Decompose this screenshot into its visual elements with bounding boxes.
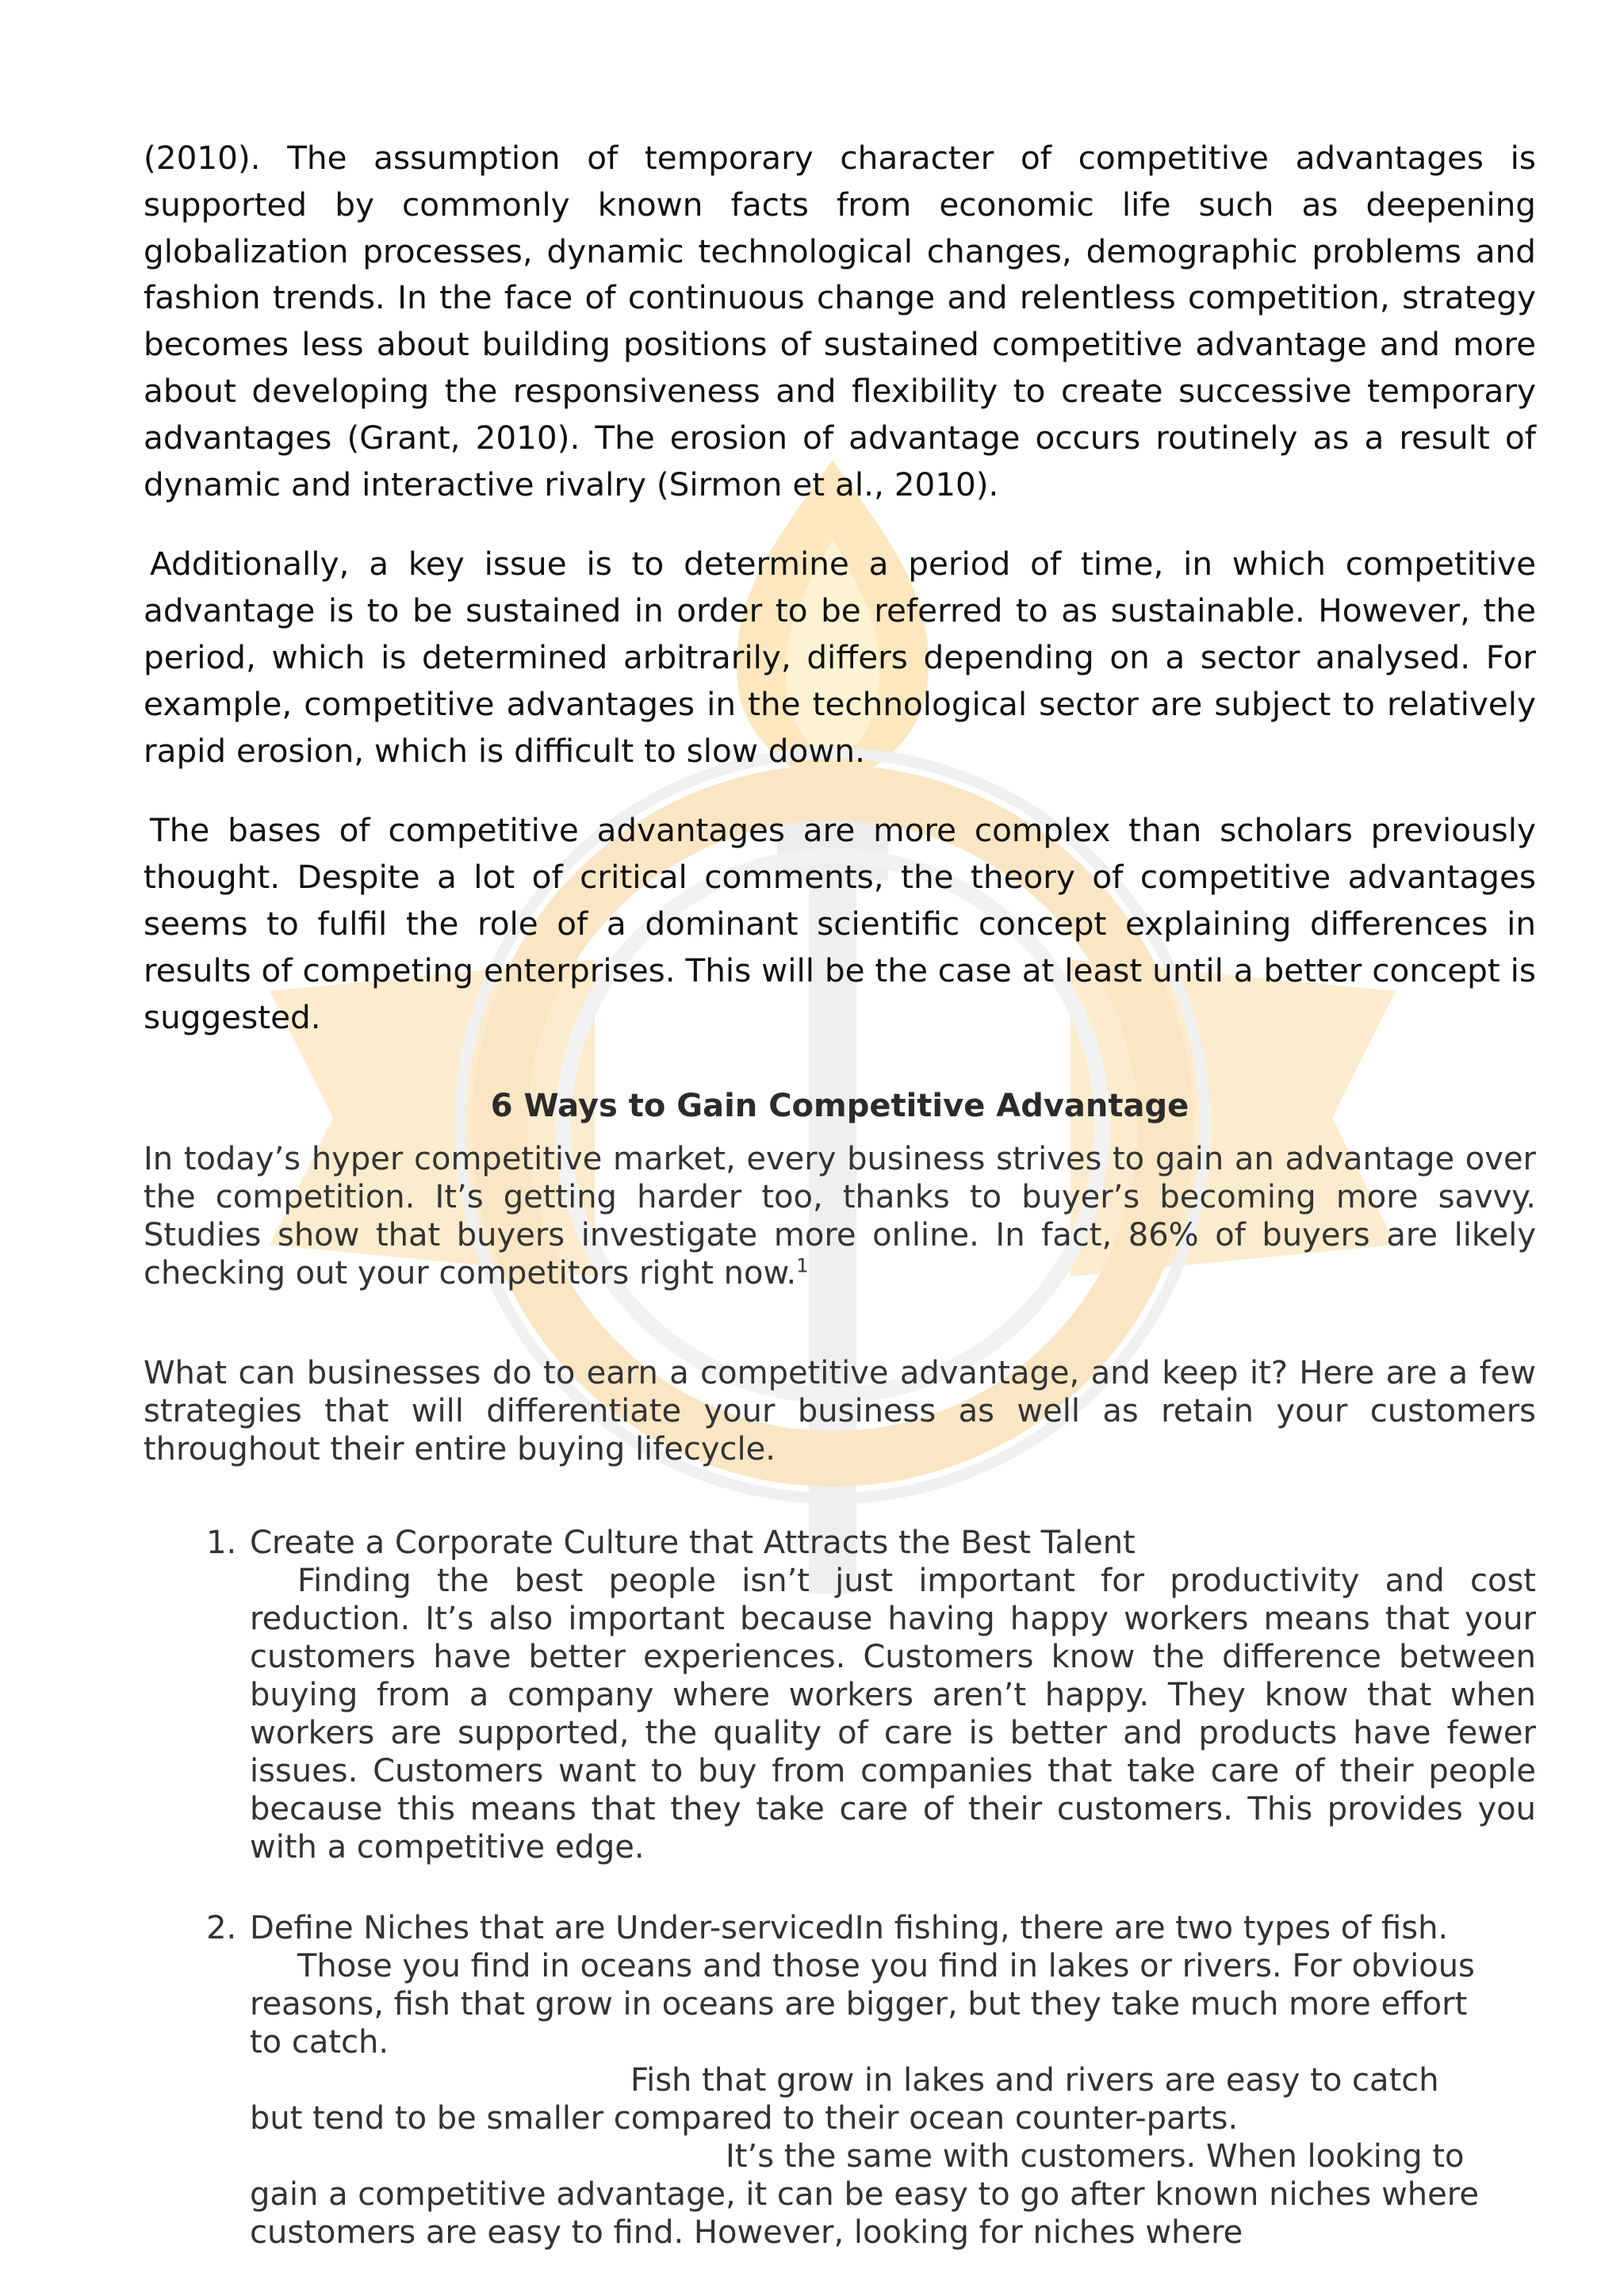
section-intro-text: In today’s hyper competitive market, every business strives to gain an advantage over the competition. It’s getting harder too, thanks to buyer’s becoming more savvy. Studies show that buyers investigate more online. In fact, 86% of buyers are likely checking out your competitors right now.	[144, 1141, 1536, 1292]
paragraph-erosion: (2010). The assumption of temporary character of competitive advantages is supported by commonly known facts from economic life such as deepening globalization processes, dynamic technological changes, demographic problems and fashion trends. In the face of continuous change and relentless competition, strategy becomes less about building positions of sustained competitive advantage and more about developing the responsiveness and flexibility to create successive temporary advantages (Grant, 2010). The erosion of advantage occurs routinely as a result of dynamic and interactive rivalry (Sirmon et al., 2010).	[144, 139, 1536, 503]
section-question: What can businesses do to earn a competitive advantage, and keep it? Here are a few strategies that will differentiate your business as well as retain your customers throughout their entire buying lifecycle.	[144, 1355, 1536, 1468]
list-item-title: 2. Define Niches that are Under-servicedIn fishing, there are two types of fish.	[250, 1910, 1449, 1947]
paragraph-sustainability-period: Additionally, a key issue is to determine a period of time, in which competitive advantage is to be sustained in order to be referred to as sustainable. However, the period, which is determined arbitrarily, differs depending on a sector analysed. For example, competitive advantages in the technological sector are subject to relatively rapid erosion, which is difficult to slow down.	[144, 545, 1536, 770]
strategy-list	[144, 1524, 1536, 2252]
paragraph-bases: The bases of competitive advantages are more complex than scholars previously thought. Despite a lot of critical comments, the theory of competitive advantages seems to fulfil the role of a dominant scientific concept explaining differences in results of competing enterprises. This will be the case at least until a better concept is suggested.	[144, 811, 1536, 1036]
list-item-body-part-a: Those you find in oceans and those you find in lakes or rivers. For obvious reasons, fish that grow in oceans are bigger, but they take much more effort to catch.	[250, 1948, 1475, 2061]
footnote-marker: 1	[796, 1255, 809, 1278]
list-item-body-text: Finding the best people isn’t just important for productivity and cost reduction. It’s also important because having happy workers means that your customers have better experiences. Customers know the difference between buying from a company where workers aren’t happy. They know that when workers are supported, the quality of care is better and products have fewer issues. Customers want to buy from companies that take care of their people because this means that they take care of their customers. This provides you with a competitive edge.	[250, 1563, 1536, 1866]
list-item-body-part-b: Fish that grow in lakes and rivers are easy to catch but tend to be smaller compared to their ocean counter-parts.	[250, 2062, 1439, 2137]
section-intro	[144, 1140, 1536, 1292]
list-item	[247, 1909, 1536, 2252]
section-heading: 6 Ways to Gain Competitive Advantage	[490, 1088, 1189, 1125]
list-item-body-part-c: It’s the same with customers. When looking to gain a competitive advantage, it can be easy to go after known niches where customers are easy to find. However, looking for niches where	[250, 2138, 1479, 2252]
list-item-body	[250, 1562, 1536, 1866]
list-item-title: 1. Create a Corporate Culture that Attracts the Best Talent	[250, 1525, 1136, 1562]
list-item	[247, 1524, 1536, 1866]
list-item-body	[250, 1947, 1536, 2252]
document-page	[144, 135, 1536, 2252]
